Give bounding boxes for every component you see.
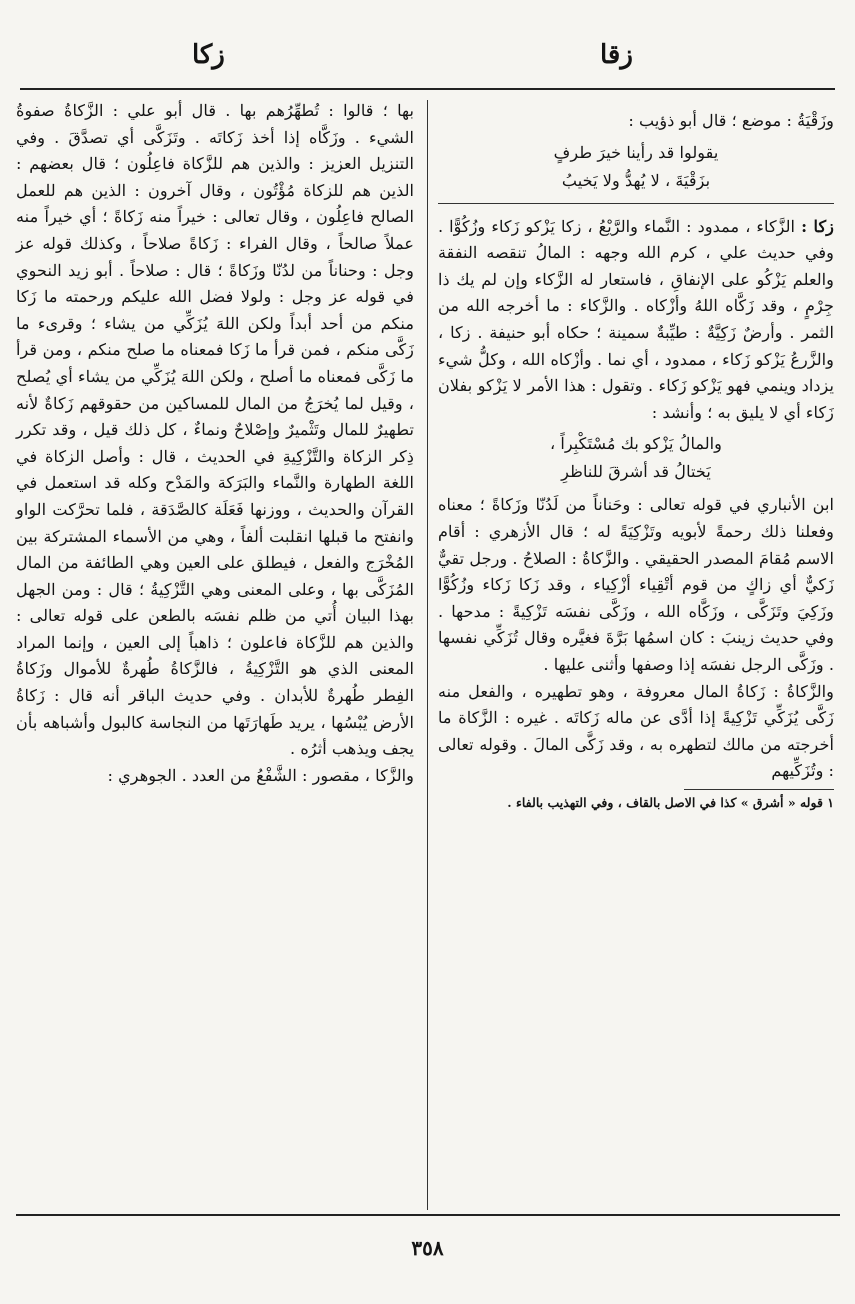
verse-2: [438, 430, 834, 486]
right-column: [438, 108, 834, 812]
header-rule: [20, 88, 835, 90]
right-headword: زقا: [600, 40, 633, 70]
paragraph-3: والزَّكاةُ : زَكاةُ المال معروفة ، وهو تطهيره ، والفعل منه زَكَّى يُزَكِّي تَزْكِيةً إذا أدَّى عن ماله زَكاتَه . غيره : الزَّكاة ما أخرجته من مالك لتطهره به ، وقد زَكَّى المالَ . وقوله تعالى : وتُزَكِّيهم: [438, 681, 834, 781]
footnote-rule: [684, 789, 834, 790]
entry-head: زكا :: [801, 216, 834, 236]
verse-1-line-2: بزَقْيَةَ ، لا يُهدُّ ولا يَخيبُ: [561, 170, 711, 190]
footnote: ١ قوله « أشرق » كذا في الاصل بالقاف ، وفي التهذيب بالفاء .: [507, 794, 834, 810]
column-divider: [427, 100, 428, 1210]
entry-intro: وزَقْيَةُ : موضع ؛ قال أبو ذؤيب :: [628, 111, 834, 130]
page-number: ٣٥٨: [411, 1236, 444, 1260]
footer-rule: [16, 1214, 840, 1216]
entry-separator: [438, 203, 834, 204]
left-last-paragraph: والزَّكا ، مقصور : الشَّفْعُ من العدد . الجوهري :: [107, 765, 414, 785]
left-column: [16, 98, 414, 789]
verse-2-line-1: والمالُ يَزْكو بك مُسْتَكْبِراً ،: [549, 434, 722, 454]
left-headword: زكا: [192, 40, 225, 70]
verse-2-line-2: يَختالُ قد أشرقَ للناظرِ: [561, 462, 711, 482]
left-text: بها ؛ قالوا : تُطهِّرُهم بها . قال أبو علي : الزَّكاةُ صفوةُ الشيء . وزَكَّاه إذا أخذ زَكاتَه . وتَزَكَّى أي تصدَّقَ . وفي التنزيل العزيز : والذين هم للزَّكاة فاعِلُون ؛ قال بعضهم : الذين هم للزكاة مُؤْتُون ، وقال آخرون : الذين هم للعمل الصالح فاعِلُون ، وقال تعالى : خيراً منه زَكاةً ؛ أي خيراً منه عملاً صالحاً ، وقال الفراء : زَكاةً صلاحاً ، وكذلك قوله عز وجل : وحناناً من لدُنّا وزَكاةً ؛ قال : صلاحاً . أبو زيد النحوي في قوله عز وجل : ولولا فضل الله عليكم ورحمته ما زَكا منكم من أحد أبداً ولكن اللهَ يُزَكِّي من يشاء ؛ وقرىء ما زَكَّى منكم ، فمن قرأ ما زَكا فمعناه ما صلح منكم ، ومن قرأ ما زَكَّى فمعناه ما أصلح ، ولكن اللهَ يُزَكِّي من يشاء أي يُصلح ، وقيل لما يُخرَجُ من المال للمساكين من حقوقهم زَكاةٌ لأنه تطهيرٌ للمال وتَثْميرٌ وإصْلاحٌ ونماءٌ ، كل ذلك قيل ، وقد تكرر ذِكر الزكاة والتَّزْكِيةِ في الحديث ، قال : وأصل الزكاة في اللغة الطهارة والنَّماء والبَرَكة والمَدْح وكله قد استعمل في القرآن والحديث ، ووزنها فَعَلَة كالصَّدَقة ، فلما تحرَّكت الواو وانفتح ما قبلها انقلبت ألفاً ، وهي من الأسماء المشتركة بين المُخْرَج والفعل ، فيطلق على العين وهي الطائفة من المال المُزَكَّى بها ، وعلى المعنى وهي التَّزْكِيةُ ؛ قال : ومن الجهل بهذا البيان أُتي من ظلم نفسَه بالطعن على قوله تعالى : والذين هم للزَّكاة فاعلون ؛ ذاهباً إلى العين ، وإنما المراد المعنى الذي هو التَّزْكِيةُ ، فالزَّكاةُ طُهرةٌ للأموال وزَكاةُ الفِطر طُهرةٌ للأبدان . وفي حديث الباقر أنه قال : زَكاةُ الأرض يُبْسُها ، يريد طَهارَتَها من النجاسة كالبول وأشباهه بأن يجف ويذهب أثرُه .: [16, 101, 414, 759]
paragraph-2: ابن الأنباري في قوله تعالى : وحَناناً من لَدُنّا وزَكاةً ؛ معناه وفعلنا ذلك رحمةً لأبويه وتَزْكِيَةً له ؛ قال الأزهري : أقام الاسم مُقامَ المصدر الحقيقي . والزَّكاةُ : الصلاحُ . ورجل تقيٌّ زَكيٌّ أي زاكٍ من قوم أتْقِياء أزْكِياء ، وقد زَكا زَكاء وزُكُوًّا وزَكِيَ وتَزَكَّى ، وزَكَّاه الله ، وزَكَّى نفسَه تَزْكِيةً : مدحها . وفي حديث زينبَ : كان اسمُها بَرَّةَ فغيَّره وقال تُزَكِّي نفسها . وزَكَّى الرجل نفسَه إذا وصفها وأثنى عليها .: [438, 495, 834, 674]
entry-zaka: [438, 214, 834, 427]
verse-1: [438, 139, 834, 195]
entry-body: الزَّكاء ، ممدود : النَّماء والرَّيْعُ ، زكا يَزْكو زَكاء وزُكُوًّا . وفي حديث علي ، كرم الله وجهه : المالُ تنقصه النفقة والعلم يَزْكُو على الإنفاقِ ، فاستعار له الزَّكاء وإن لم يك ذا جِرْمٍ ، وقد زَكَّاه اللهُ وأزْكاه . والزَّكاء : ما أخرجه الله من الثمر . وأرضٌ زَكِيَّةٌ : طيِّبةٌ سمينة ؛ حكاه أبو حنيفة . زكا ، والزَّرعُ يَزْكو زَكاء ، ممدود ، أي نما . وأزْكاه الله ، وكلُّ شيء يزداد وينمي فهو يَزْكو زَكاء . وتقول : هذا الأمر لا يَزْكو بفلان زَكاء أي لا يليق به ؛ وأنشد :: [438, 216, 834, 422]
verse-1-line-1: يقولوا قد رأينا خيرَ طرفٍ: [553, 142, 719, 162]
page-header: [0, 40, 855, 80]
